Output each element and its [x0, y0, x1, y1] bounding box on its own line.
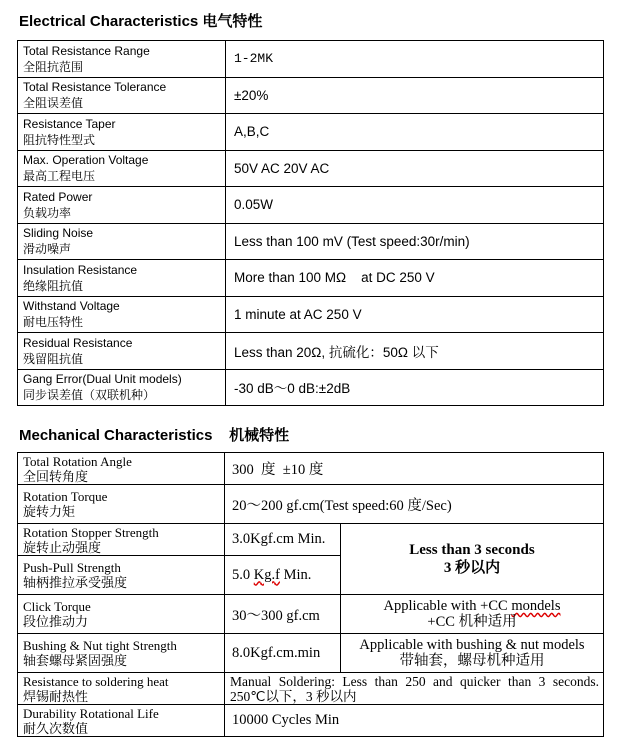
electrical-heading: Electrical Characteristics 电气特性	[19, 13, 263, 30]
table-row	[18, 634, 604, 673]
row-label: Durability Rotational Life 耐久次数值	[18, 705, 225, 737]
row-label: Push-Pull Strength 轴柄推拉承受强度	[18, 556, 225, 595]
row-value: 30～300 gf.cm	[225, 595, 341, 634]
table-row	[18, 223, 604, 260]
row-value: 0.05W	[226, 187, 604, 224]
table-row	[18, 595, 604, 634]
row-value: -30 dB～0 dB:±2dB	[226, 369, 604, 406]
row-label: Sliding Noise 滑动噪声	[18, 223, 226, 260]
row-value: ±20%	[226, 77, 604, 114]
row-value: Manual Soldering: Less than 250 and quicker than 3 seconds. 250℃以下，3 秒以内	[225, 673, 604, 705]
row-label: Rotation Torque 旋转力矩	[18, 485, 225, 524]
row-value: 10000 Cycles Min	[225, 705, 604, 737]
row-value: 1-2MK	[226, 41, 604, 78]
row-value: 20～200 gf.cm(Test speed:60 度/Sec)	[225, 485, 604, 524]
row-value: 3.0Kgf.cm Min.	[225, 524, 341, 556]
row-label: Total Rotation Angle 全回转角度	[18, 453, 225, 485]
table-row	[18, 369, 604, 406]
table-row	[18, 187, 604, 224]
table-row	[18, 260, 604, 297]
row-label: Rotation Stopper Strength 旋转止动强度	[18, 524, 225, 556]
row-value: Less than 20Ω, 抗硫化：50Ω 以下	[226, 333, 604, 370]
row-label: Gang Error(Dual Unit models) 同步误差值（双联机种）	[18, 369, 226, 406]
row-label: Resistance Taper 阻抗特性型式	[18, 114, 226, 151]
row-label: Bushing & Nut tight Strength 轴套螺母紧固强度	[18, 634, 225, 673]
table-row	[18, 333, 604, 370]
row-label: Residual Resistance 残留阻抗值	[18, 333, 226, 370]
row-label: Withstand Voltage 耐电压特性	[18, 296, 226, 333]
row-value: 50V AC 20V AC	[226, 150, 604, 187]
row-value: 1 minute at AC 250 V	[226, 296, 604, 333]
seconds-note: Less than 3 seconds 3 秒以内	[341, 524, 604, 595]
row-label: Resistance to soldering heat 焊锡耐热性	[18, 673, 225, 705]
row-value: 300 度 ±10 度	[225, 453, 604, 485]
table-row	[18, 41, 604, 78]
mechanical-table	[17, 452, 604, 737]
row-label: Max. Operation Voltage 最高工程电压	[18, 150, 226, 187]
table-row	[18, 524, 604, 556]
row-value: 5.0 Kg.f Min.	[225, 556, 341, 595]
table-row	[18, 77, 604, 114]
table-row	[18, 705, 604, 737]
bushing-note: Applicable with bushing & nut models 带轴套，螺母机种适用	[341, 634, 604, 673]
row-value: More than 100 MΩ at DC 250 V	[226, 260, 604, 297]
table-row	[18, 150, 604, 187]
mechanical-heading: Mechanical Characteristics 机械特性	[19, 427, 290, 444]
row-label: Insulation Resistance 绝缘阻抗值	[18, 260, 226, 297]
row-value: A,B,C	[226, 114, 604, 151]
row-value: 8.0Kgf.cm.min	[225, 634, 341, 673]
electrical-table	[17, 40, 604, 406]
row-label: Rated Power 负载功率	[18, 187, 226, 224]
row-value: Less than 100 mV (Test speed:30r/min)	[226, 223, 604, 260]
table-row	[18, 114, 604, 151]
cc-note: Applicable with +CC mondels +CC 机种适用	[341, 595, 604, 634]
table-row	[18, 453, 604, 485]
row-label: Click Torque 段位推动力	[18, 595, 225, 634]
table-row	[18, 296, 604, 333]
row-label: Total Resistance Range 全阻抗范围	[18, 41, 226, 78]
table-row	[18, 673, 604, 705]
table-row	[18, 485, 604, 524]
row-label: Total Resistance Tolerance 全阻误差值	[18, 77, 226, 114]
